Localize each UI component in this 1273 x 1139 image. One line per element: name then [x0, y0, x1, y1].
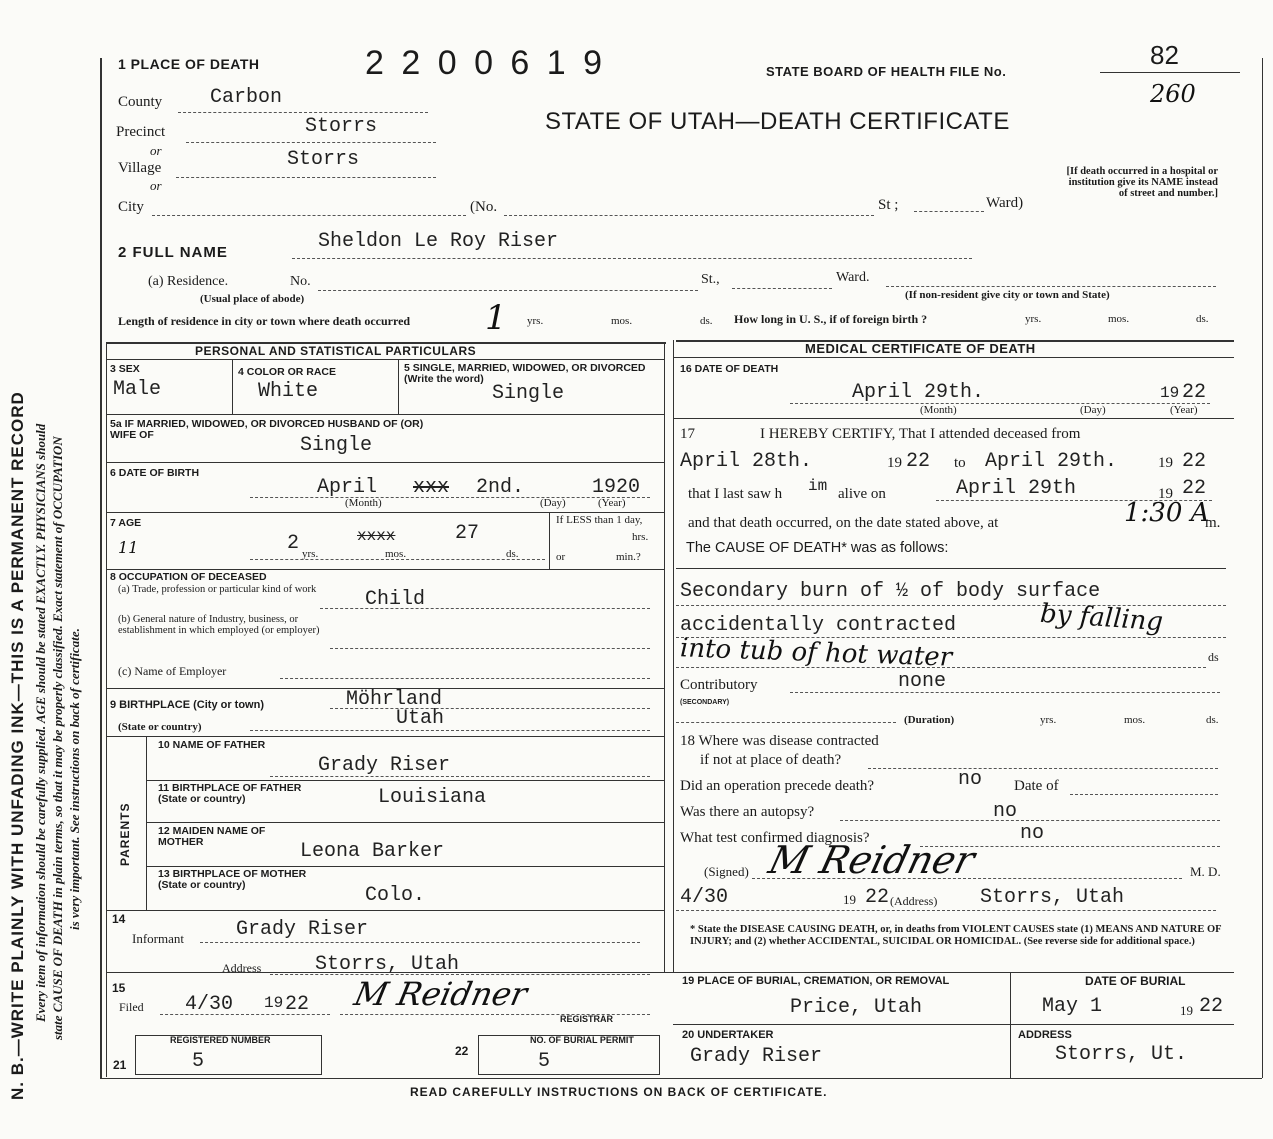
attend-to-year: 22	[1182, 450, 1207, 473]
filed-label: Filed	[119, 1000, 144, 1014]
file-number: 82	[1150, 40, 1179, 70]
parents-label: PARENTS	[118, 802, 132, 866]
death-date-rule	[673, 418, 1234, 419]
residence-no-label: No.	[290, 274, 311, 289]
cause-label: The CAUSE OF DEATH* was as follows:	[686, 540, 949, 556]
us-yrs: yrs.	[1025, 313, 1042, 325]
residence-st-label: St.,	[701, 272, 720, 287]
nonresident-caption: (If non-resident give city or town and State)	[905, 289, 1110, 301]
us-mos: mos.	[1108, 313, 1130, 325]
precinct-value: Storrs	[305, 115, 378, 138]
last-seen-prefix: 19	[1158, 486, 1173, 502]
cause-line-1: Secondary burn of ½ of body surface	[680, 580, 1101, 603]
test-value: no	[1020, 822, 1045, 845]
personal-right-rule	[664, 342, 665, 972]
filed-number: 15	[112, 981, 126, 995]
registrar-label: REGISTRAR	[560, 1014, 614, 1024]
city-st-label: St ;	[878, 197, 899, 213]
dob-month-cap: (Month)	[345, 497, 382, 509]
filed-year-prefix: 19	[264, 994, 284, 1012]
q18-line	[868, 768, 1218, 769]
length-ds: ds.	[700, 315, 713, 327]
precinct-label: Precinct	[116, 124, 166, 140]
undertaker-address-label: ADDRESS	[1018, 1029, 1072, 1041]
md-label: M. D.	[1190, 864, 1221, 879]
sex-divider	[232, 360, 233, 414]
burial-place: Price, Utah	[790, 996, 923, 1019]
bottom-border	[100, 1078, 1262, 1079]
or-label-1: or	[150, 143, 162, 158]
father-birthplace-value: Louisiana	[378, 786, 487, 809]
file-number-line	[1100, 72, 1240, 73]
age-label: 7 AGE	[110, 517, 142, 529]
informant-address: Storrs, Utah	[315, 953, 460, 976]
q18-label-a: 18 Where was disease contracted	[680, 733, 879, 749]
operation-value: no	[958, 768, 983, 791]
length-yrs: yrs.	[527, 315, 544, 327]
age-divider	[549, 512, 550, 569]
left-border	[100, 58, 102, 1078]
q18-label-b: if not at place of death?	[700, 752, 842, 768]
marital-label: 5 SINGLE, MARRIED, WIDOWED, OR DIVORCED (Write the word)	[404, 362, 646, 385]
ward-line	[914, 211, 984, 212]
occupation-line	[320, 608, 650, 609]
length-residence-value: 1	[485, 298, 507, 338]
certificate-number: 2 2 0 0 6 1 9	[365, 44, 607, 82]
footer-instructions: READ CAREFULLY INSTRUCTIONS ON BACK OF CERTIFICATE.	[410, 1085, 828, 1099]
age-line	[250, 559, 545, 560]
age-mos-cap: mos.	[385, 548, 407, 560]
duration-line	[676, 722, 896, 723]
informant-line	[200, 942, 640, 943]
mother-birthplace-label: 13 BIRTHPLACE OF MOTHER (State or country)	[158, 868, 307, 891]
burial-divider	[1010, 972, 1011, 1078]
village-value: Storrs	[287, 148, 360, 171]
burial-year: 22	[1199, 995, 1224, 1018]
signed-year: 22	[865, 886, 890, 909]
birthplace-state-label: (State or country)	[118, 721, 202, 733]
occupation-value: Child	[365, 588, 426, 611]
dob-label: 6 DATE OF BIRTH	[110, 467, 200, 479]
last-seen-date: April 29th	[956, 477, 1077, 500]
spouse-label: 5a IF MARRIED, WIDOWED, OR DIVORCED HUSBAND OF (OR) WIFE OF	[110, 418, 424, 441]
death-year-cap: (Year)	[1170, 404, 1198, 416]
burial-date-label: DATE OF BURIAL	[1085, 974, 1186, 988]
death-time: 1:30 A	[1124, 498, 1210, 528]
attend-from-prefix: 19	[887, 455, 902, 471]
attend-to-prefix: 19	[1158, 455, 1173, 471]
row-2-rule	[106, 462, 664, 463]
street-line	[504, 215, 874, 216]
hospital-note: [If death occurred in a hospital or institution give its NAME instead of street and number.]	[1066, 166, 1218, 199]
cause-top-rule	[676, 568, 1226, 569]
last-saw-label-a: that I last saw h	[688, 486, 783, 502]
filed-date: 4/30	[185, 993, 234, 1016]
certify-text: I HEREBY CERTIFY, That I attended deceased from	[760, 426, 1081, 442]
hrs-label: hrs.	[632, 531, 649, 543]
time-m-label: m.	[1205, 515, 1221, 531]
informant-label: Informant	[132, 931, 184, 946]
employer-label: (c) Name of Employer	[118, 664, 227, 678]
less-than-label: If LESS than 1 day,	[556, 514, 643, 526]
burial-permit-label: NO. OF BURIAL PERMIT	[530, 1035, 634, 1045]
age-yrs-cap: yrs.	[302, 548, 319, 560]
cause-line-2: accidentally contracted	[680, 614, 957, 637]
registered-number: 5	[192, 1050, 205, 1073]
autopsy-value: no	[993, 800, 1018, 823]
row-1-rule	[106, 414, 664, 415]
age-struck: xxxx	[357, 527, 396, 545]
autopsy-label: Was there an autopsy?	[680, 804, 815, 820]
operation-line	[1070, 794, 1218, 795]
right-border	[1262, 58, 1263, 1078]
full-name-value: Sheldon Le Roy Riser	[318, 230, 559, 253]
dob-year: 1920	[592, 476, 641, 499]
dob-day-cap: (Day)	[540, 497, 566, 509]
burial-rule	[673, 1024, 1234, 1025]
registered-number-prefix: 21	[113, 1058, 127, 1072]
signed-date: 4/30	[680, 886, 729, 909]
sex-label: 3 SEX	[110, 363, 140, 375]
margin-line-4: is very important. See instructions on back of certificate.	[67, 628, 82, 930]
informant-number: 14	[112, 912, 126, 926]
color-value: White	[258, 380, 319, 403]
last-saw-him: im	[808, 477, 828, 495]
cause-hand-2: into tub of hot water	[679, 633, 953, 673]
informant-value: Grady Riser	[236, 918, 369, 941]
death-year-prefix: 19	[1160, 384, 1180, 402]
county-line	[178, 112, 428, 113]
row-4-rule	[106, 569, 664, 570]
burial-top-rule	[106, 972, 1234, 973]
signature-line	[752, 878, 1182, 879]
birthplace-state: Utah	[396, 707, 445, 730]
margin-line-3: state CAUSE OF DEATH in plain terms, so that it may be properly classified. Exact statement of OCCUPATION	[50, 436, 65, 1040]
signed-address-line	[676, 910, 1216, 911]
certify-number: 17	[680, 426, 695, 442]
birthplace-line	[330, 708, 650, 709]
medical-heading: MEDICAL CERTIFICATE OF DEATH	[805, 341, 1036, 356]
usual-abode-caption: (Usual place of abode)	[200, 293, 305, 305]
birthplace-city: Möhrland	[346, 688, 443, 711]
length-mos: mos.	[611, 315, 633, 327]
duration-ds: ds.	[1206, 714, 1219, 726]
document-title: STATE OF UTAH—DEATH CERTIFICATE	[545, 108, 1010, 135]
dob-year-cap: (Year)	[598, 497, 626, 509]
row-6-rule	[106, 736, 664, 737]
death-month-cap: (Month)	[920, 404, 957, 416]
personal-heading-rule	[106, 359, 664, 360]
operation-label: Did an operation precede death?	[680, 778, 875, 794]
place-of-death-label: 1 PLACE OF DEATH	[118, 56, 260, 72]
death-date-line	[790, 403, 1210, 404]
footnote: * State the DISEASE CAUSING DEATH, or, in deaths from VIOLENT CAUSES state (1) MEANS AND NATURE OF INJURY; and (2) whether ACCIDENTAL, SUICIDAL OR HOMICIDAL. (See reverse side for additional space.)	[690, 924, 1222, 947]
burial-permit-prefix: 22	[455, 1044, 469, 1058]
signed-year-prefix: 19	[843, 892, 856, 907]
attend-to-label: to	[954, 455, 966, 471]
death-date: April 29th.	[852, 381, 985, 404]
signed-label: (Signed)	[704, 864, 749, 879]
undertaker: Grady Riser	[690, 1045, 823, 1068]
city-line	[152, 215, 466, 216]
village-line	[176, 177, 436, 178]
autopsy-line	[840, 820, 1220, 821]
color-label: 4 COLOR OR RACE	[238, 366, 337, 378]
cause-hand-1: by falling	[1039, 598, 1164, 638]
burial-permit: 5	[538, 1050, 551, 1073]
duration-mos: mos.	[1124, 714, 1146, 726]
county-label: County	[118, 94, 163, 110]
last-seen-year: 22	[1182, 477, 1207, 500]
residence-ward-label: Ward.	[836, 270, 870, 285]
sex-value: Male	[113, 378, 162, 401]
last-saw-label-b: alive on	[838, 486, 886, 502]
mother-birthplace-value: Colo.	[365, 884, 426, 907]
color-divider	[398, 360, 399, 414]
contributory-label: Contributory	[680, 677, 758, 693]
death-year: 22	[1182, 381, 1207, 404]
burial-date: May 1	[1042, 995, 1103, 1018]
filed-year: 22	[285, 993, 310, 1016]
city-label: City	[118, 199, 144, 215]
attend-to: April 29th.	[985, 450, 1118, 473]
father-rule	[146, 780, 664, 781]
us-ds: ds.	[1196, 313, 1209, 325]
dob-line	[250, 497, 650, 498]
signed-address: Storrs, Utah	[980, 886, 1125, 909]
birthplace-label: 9 BIRTHPLACE (City or town)	[110, 699, 264, 711]
father-line	[270, 776, 650, 777]
occupation-b-label: (b) General nature of Industry, business, or establishment in which employed (or employer)	[118, 614, 320, 636]
mother-rule	[146, 866, 664, 867]
registrar-signature: M Reidner	[350, 975, 531, 1013]
father-birthplace-label: 11 BIRTHPLACE OF FATHER (State or country)	[158, 782, 302, 805]
dob-day: 2nd.	[476, 476, 525, 499]
death-day-cap: (Day)	[1080, 404, 1106, 416]
occupation-a-label: (a) Trade, profession or particular kind of work	[118, 584, 317, 595]
precinct-line	[186, 142, 436, 143]
father-value: Grady Riser	[318, 754, 451, 777]
file-number-hand: 260	[1150, 80, 1196, 108]
medical-heading-rule	[673, 357, 1234, 358]
occupation-b-line	[330, 648, 650, 649]
birthplace-state-line	[250, 730, 650, 731]
full-name-label: 2 FULL NAME	[118, 244, 228, 261]
us-length-label: How long in U. S., if of foreign birth ?	[734, 312, 928, 326]
spouse-value: Single	[300, 434, 373, 457]
undertaker-address: Storrs, Ut.	[1055, 1043, 1188, 1066]
min-label: min.?	[616, 551, 641, 563]
age-ds-cap: ds.	[506, 548, 519, 560]
margin-line-2: Every item of information should be carefully supplied. AGE should be stated EXACTLY. PHYSICIANS should	[33, 423, 48, 1022]
residence-st-line	[732, 288, 832, 289]
marital-value: Single	[492, 382, 565, 405]
parents-bottom-rule	[106, 910, 664, 911]
city-no-label: (No.	[470, 199, 498, 215]
registered-number-label: REGISTERED NUMBER	[170, 1035, 271, 1045]
length-residence-label: Length of residence in city or town where death occurred	[118, 314, 411, 328]
contributory-line	[790, 692, 1220, 693]
dob-struck: xxx	[413, 476, 450, 499]
employer-line	[280, 678, 650, 679]
file-number-label: STATE BOARD OF HEALTH FILE No.	[766, 64, 1007, 79]
parents-divider	[146, 736, 147, 910]
attend-from-year: 22	[906, 450, 931, 473]
or-label-2: or	[150, 178, 162, 193]
burial-place-label: 19 PLACE OF BURIAL, CREMATION, OR REMOVAL	[682, 975, 950, 987]
cause-line-3-rule	[676, 667, 1206, 668]
test-label: What test confirmed diagnosis?	[680, 830, 870, 846]
contributory-value: none	[898, 670, 947, 693]
father-bp-rule	[146, 822, 664, 823]
full-name-line	[292, 258, 972, 259]
medical-left-rule	[673, 340, 674, 972]
village-label: Village	[118, 160, 162, 176]
father-label: 10 NAME OF FATHER	[158, 739, 266, 751]
signed-address-label: (Address)	[890, 894, 938, 908]
age-years: 2	[287, 532, 300, 555]
occupation-label: 8 OCCUPATION OF DECEASED	[110, 571, 267, 583]
or-min: or	[556, 551, 566, 563]
attend-from: April 28th.	[680, 450, 813, 473]
duration-yrs: yrs.	[1040, 714, 1057, 726]
dob-month: April	[317, 476, 378, 499]
residence-line	[318, 290, 698, 291]
mother-label: 12 MAIDEN NAME OF MOTHER	[158, 825, 266, 848]
filed-line	[160, 1014, 330, 1015]
city-ward-label: Ward)	[986, 195, 1024, 211]
residence-ward-line	[886, 286, 1216, 287]
mother-value: Leona Barker	[300, 840, 445, 863]
duration-caption: (Duration)	[904, 714, 955, 726]
secondary-caption: (SECONDARY)	[680, 699, 730, 706]
informant-address-label: Address	[222, 961, 262, 975]
physician-signature: M Reidner	[764, 838, 980, 882]
personal-heading: PERSONAL AND STATISTICAL PARTICULARS	[195, 344, 477, 358]
residence-label: (a) Residence.	[148, 274, 229, 289]
row-3-rule	[106, 512, 664, 513]
undertaker-label: 20 UNDERTAKER	[682, 1029, 774, 1041]
age-mark: 11	[118, 538, 139, 557]
burial-year-prefix: 19	[1180, 1003, 1193, 1018]
county-value: Carbon	[210, 86, 283, 109]
margin-line-1: N. B.—WRITE PLAINLY WITH UNFADING INK—THIS IS A PERMANENT RECORD	[8, 391, 27, 1100]
age-days: 27	[455, 522, 480, 545]
occurred-text: and that death occurred, on the date stated above, at	[688, 515, 999, 531]
death-date-label: 16 DATE OF DEATH	[680, 363, 779, 375]
cause-ds: ds	[1208, 650, 1219, 664]
date-of-label: Date of	[1014, 778, 1059, 794]
personal-left-rule	[106, 342, 107, 1077]
